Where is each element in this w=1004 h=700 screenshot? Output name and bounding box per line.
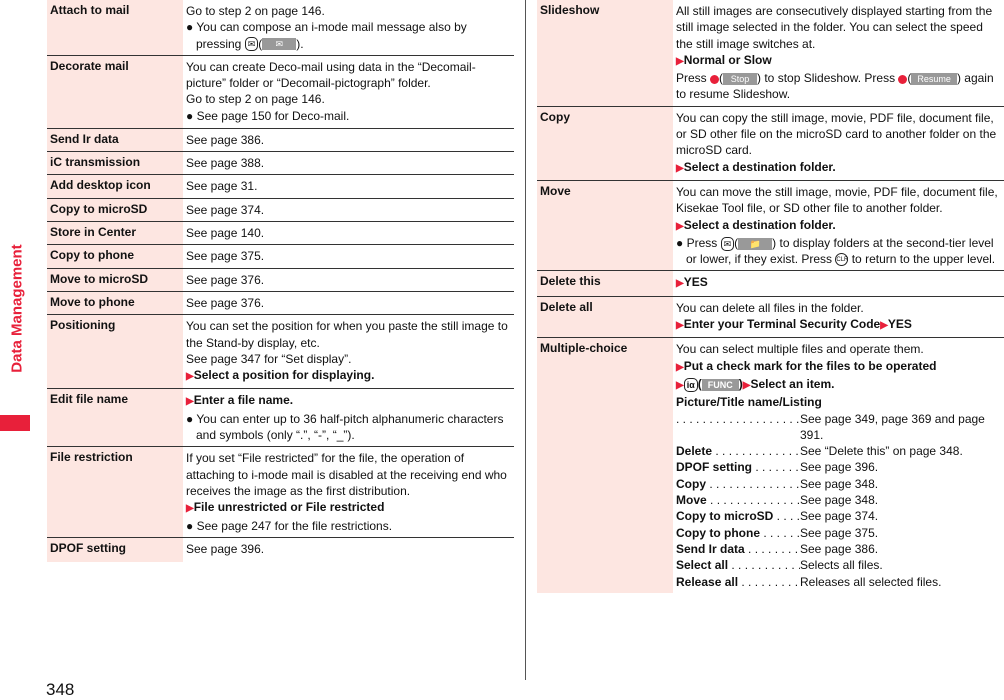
text-run: File unrestricted or File restricted: [193, 500, 385, 515]
row-description: [183, 292, 514, 314]
text-run: All still images are consecutively displayed starting from the still image selected in the folder. You can select the speed the still image switches at.: [676, 4, 993, 51]
text-run: (: [734, 235, 739, 250]
text-run: (: [719, 71, 724, 86]
arrow-icon: ▶: [676, 55, 684, 67]
row-description: [673, 107, 1004, 180]
row-description: [673, 181, 1004, 270]
step-line: [676, 52, 1001, 70]
text-run: See page 347 for “Set display”.: [186, 351, 352, 366]
entry-name: Send Ir data . . .: [676, 541, 800, 557]
row-description: [183, 152, 514, 174]
section-marker: [0, 415, 30, 431]
text-run: Select a destination folder.: [683, 217, 836, 232]
text-line: [186, 318, 511, 351]
row-label: Multiple-choice: [537, 338, 673, 592]
row-description: [183, 56, 514, 128]
bullet-icon: ●: [186, 108, 197, 123]
text-run: You can set the position for when you paste the still image to the Stand-by display, etc.: [186, 319, 508, 350]
table-row: [537, 338, 1004, 592]
heading-line: [676, 394, 1001, 410]
softkey-label-icon: FUNC: [702, 379, 739, 391]
row-label: Slideshow: [537, 0, 673, 106]
text-run: See page 31.: [186, 179, 258, 194]
text-run: See page 140.: [186, 226, 265, 241]
table-row: [47, 0, 514, 56]
entry-value: See page 348.: [800, 493, 879, 508]
list-entry: [676, 443, 1001, 459]
step-line: [676, 159, 1001, 177]
table-row: [537, 0, 1004, 107]
row-description: [183, 315, 514, 388]
text-run: Go to step 2 on page 146.: [186, 4, 325, 18]
entry-value: Selects all files.: [800, 558, 883, 573]
row-label: iC transmission: [47, 152, 183, 174]
row-label: Copy to phone: [47, 245, 183, 267]
row-label: Copy to microSD: [47, 199, 183, 221]
entry-name: Delete . . .: [676, 443, 800, 459]
text-run: Enter your Terminal Security Code: [683, 317, 881, 332]
text-run: You can compose an i-mode mail message also by pressing: [196, 20, 467, 51]
row-description: [673, 271, 1004, 295]
arrow-icon: ▶: [676, 278, 684, 290]
table-row: [47, 245, 514, 268]
list-entry: [676, 411, 1001, 444]
entry-name: [676, 411, 800, 444]
arrow-icon: ▶: [676, 379, 684, 391]
text-run: ): [738, 376, 743, 391]
text-line: [186, 178, 511, 194]
row-label: Positioning: [47, 315, 183, 388]
entry-value: Releases all selected files.: [800, 574, 942, 589]
row-label: Add desktop icon: [47, 175, 183, 197]
text-run: Select an item.: [750, 376, 835, 391]
bullet-icon: ●: [186, 411, 197, 426]
text-run: ) to display folders at the second-tier level or lower, if they exist. Press: [686, 235, 994, 267]
entry-value: See page 374.: [800, 509, 879, 524]
key-icon: iα: [684, 378, 698, 392]
text-line: [186, 295, 511, 311]
text-run: YES: [887, 317, 912, 332]
table-row: [47, 222, 514, 245]
text-run: (: [258, 36, 263, 51]
text-line: [186, 450, 511, 499]
text-line: [186, 541, 511, 557]
key-icon: ✉: [721, 237, 735, 251]
text-run: Select a destination folder.: [683, 159, 836, 174]
table-row: [47, 199, 514, 222]
entry-name: Move . . .: [676, 492, 800, 508]
text-run: Select a position for displaying.: [193, 368, 375, 383]
text-run: Go to step 2 on page 146.: [186, 92, 325, 107]
arrow-icon: ▶: [880, 320, 888, 332]
table-row: [47, 315, 514, 389]
text-run: to return to the upper level.: [848, 252, 996, 267]
text-run: You can move the still image, movie, PDF file, document file, Kisekae Tool file, or SD other file to another folder.: [676, 184, 998, 216]
row-description: [183, 447, 514, 536]
arrow-icon: ▶: [676, 320, 684, 332]
entry-value: See page 375.: [800, 525, 879, 540]
column-divider: [525, 0, 526, 680]
list-entry: [676, 525, 1001, 541]
entry-value: See page 349, page 369 and page 391.: [800, 411, 985, 442]
step-line: [676, 316, 1001, 334]
row-description: [183, 269, 514, 291]
entry-value: See page 348.: [800, 476, 879, 491]
text-run: You can copy the still image, movie, PDF file, document file, or SD other file on the microSD card to another folder on the microSD card.: [676, 110, 997, 158]
step-line: [186, 367, 511, 385]
text-run: Press: [676, 71, 711, 86]
text-line: [676, 3, 1001, 52]
text-line: [186, 248, 511, 264]
list-entry: [676, 459, 1001, 475]
text-line: [186, 59, 511, 92]
table-row: [537, 271, 1004, 296]
arrow-icon: ▶: [676, 220, 684, 232]
softkey-label-icon: ✉: [262, 38, 296, 50]
row-description: [183, 222, 514, 244]
softkey-label-icon: Resume: [911, 73, 957, 85]
arrow-icon: ▶: [186, 396, 194, 408]
row-label: Decorate mail: [47, 56, 183, 128]
text-line: [186, 3, 511, 19]
entry-name: DPOF setting . . .: [676, 459, 800, 475]
row-label: Move to phone: [47, 292, 183, 314]
section-title: Data Management: [8, 244, 26, 373]
arrow-icon: ▶: [186, 503, 194, 515]
text-run: Picture/Title name/Listing: [676, 395, 822, 410]
text-run: ) again to resume Slideshow.: [676, 71, 994, 102]
step-line: [676, 358, 1001, 376]
table-row: [47, 538, 514, 562]
arrow-icon: ▶: [676, 361, 684, 373]
table-row: [537, 107, 1004, 181]
row-label: Move: [537, 181, 673, 270]
text-run: Put a check mark for the files to be operated: [683, 358, 937, 373]
text-run: You can create Deco-mail using data in the “Decomail-picture” folder or “Decomail-pictograph” folder.: [186, 59, 476, 91]
bullet-icon: ●: [186, 518, 197, 533]
arrow-icon: ▶: [676, 162, 684, 174]
text-run: Press: [686, 235, 721, 250]
row-description: [183, 245, 514, 267]
text-run: See page 375.: [186, 249, 265, 264]
entry-value: See page 386.: [800, 541, 879, 556]
text-line: [186, 132, 511, 148]
bullet-icon: ●: [676, 235, 687, 250]
arrow-icon: ▶: [186, 371, 194, 383]
bullet-line: [186, 411, 511, 444]
row-description: [673, 338, 1004, 592]
row-description: [183, 129, 514, 151]
text-line: [186, 91, 511, 107]
text-line: [676, 300, 1001, 316]
text-run: See page 150 for Deco-mail.: [196, 108, 350, 123]
softkey-label-icon: 📁: [738, 238, 772, 250]
list-entry: [676, 492, 1001, 508]
text-run: You can enter up to 36 half-pitch alphanumeric characters and symbols (only “.”, “-”, “_”).: [196, 411, 504, 443]
bullet-line: [676, 235, 1001, 268]
text-run: See page 376.: [186, 272, 265, 287]
row-description: [673, 0, 1004, 106]
entry-name: Release all . . .: [676, 574, 800, 590]
softkey-label-icon: Stop: [723, 73, 757, 85]
text-run: See page 247 for the file restrictions.: [196, 518, 393, 533]
text-run: See page 396.: [186, 541, 265, 556]
section-sidebar: [0, 0, 30, 697]
row-label: Send Ir data: [47, 129, 183, 151]
center-key-icon: [710, 75, 719, 84]
text-run: If you set “File restricted” for the file, the operation of attaching to i-mode mail is disabled at the receiving end who receives the image as the first distribution.: [186, 451, 507, 498]
row-description: [183, 538, 514, 562]
row-label: Delete all: [537, 297, 673, 338]
left-function-table: [47, 0, 514, 562]
table-row: [537, 297, 1004, 339]
table-row: [47, 389, 514, 447]
text-line: [676, 110, 1001, 159]
text-run: See page 374.: [186, 202, 265, 217]
text-line: [186, 225, 511, 241]
list-entry: [676, 508, 1001, 524]
text-run: Enter a file name.: [193, 393, 294, 408]
bullet-line: [186, 108, 511, 124]
row-label: DPOF setting: [47, 538, 183, 562]
list-entry: [676, 574, 1001, 590]
text-line: [186, 155, 511, 171]
row-label: File restriction: [47, 447, 183, 536]
row-label: Attach to mail: [47, 0, 183, 55]
row-description: [673, 297, 1004, 338]
row-description: [183, 389, 514, 446]
table-row: [47, 447, 514, 537]
table-row: [47, 56, 514, 129]
step-line: [676, 217, 1001, 235]
text-run: See page 388.: [186, 156, 265, 171]
list-entry: [676, 541, 1001, 557]
row-description: [183, 199, 514, 221]
row-label: Delete this: [537, 271, 673, 295]
entry-name: Select all . . .: [676, 557, 800, 573]
key-icon: ✉: [245, 37, 259, 51]
table-row: [47, 269, 514, 292]
text-line: [676, 70, 1001, 103]
row-label: Copy: [537, 107, 673, 180]
row-description: [183, 175, 514, 197]
text-run: See page 386.: [186, 132, 265, 147]
text-run: ) to stop Slideshow. Press: [757, 71, 899, 86]
row-label: Move to microSD: [47, 269, 183, 291]
right-function-table: [537, 0, 1004, 593]
bullet-line: [186, 518, 511, 534]
table-row: [47, 129, 514, 152]
text-line: [676, 341, 1001, 357]
list-entry: [676, 557, 1001, 573]
text-run: (: [697, 376, 702, 391]
text-line: [676, 184, 1001, 217]
arrow-icon: ▶: [742, 379, 751, 391]
list-entry: [676, 476, 1001, 492]
entry-value: See page 396.: [800, 460, 879, 475]
text-run: You can select multiple files and operate them.: [676, 342, 924, 357]
entry-value: See “Delete this” on page 348.: [800, 444, 963, 459]
table-row: [537, 181, 1004, 271]
text-line: [186, 272, 511, 288]
text-run: YES: [683, 275, 708, 290]
text-run: Normal or Slow: [683, 52, 772, 67]
row-label: Edit file name: [47, 389, 183, 446]
table-row: [47, 292, 514, 315]
text-line: [186, 351, 511, 367]
text-run: (: [907, 71, 912, 86]
bullet-icon: ●: [186, 20, 197, 35]
table-row: [47, 152, 514, 175]
step-line: [186, 392, 511, 410]
entry-name: Copy to phone . . .: [676, 525, 800, 541]
entry-name: Copy . . .: [676, 476, 800, 492]
page-number: 348: [46, 680, 75, 699]
row-description: [183, 0, 514, 55]
step-line: [186, 499, 511, 517]
entry-name: Copy to microSD . . .: [676, 508, 800, 524]
row-label: Store in Center: [47, 222, 183, 244]
clr-key-icon: CLR: [835, 253, 848, 266]
text-line: [186, 202, 511, 218]
step-line: [676, 376, 1001, 394]
text-run: You can delete all files in the folder.: [676, 300, 864, 315]
table-row: [47, 175, 514, 198]
step-line: [676, 274, 1001, 292]
text-run: See page 376.: [186, 295, 265, 310]
text-run: ).: [296, 36, 304, 51]
bullet-line: [186, 19, 511, 52]
